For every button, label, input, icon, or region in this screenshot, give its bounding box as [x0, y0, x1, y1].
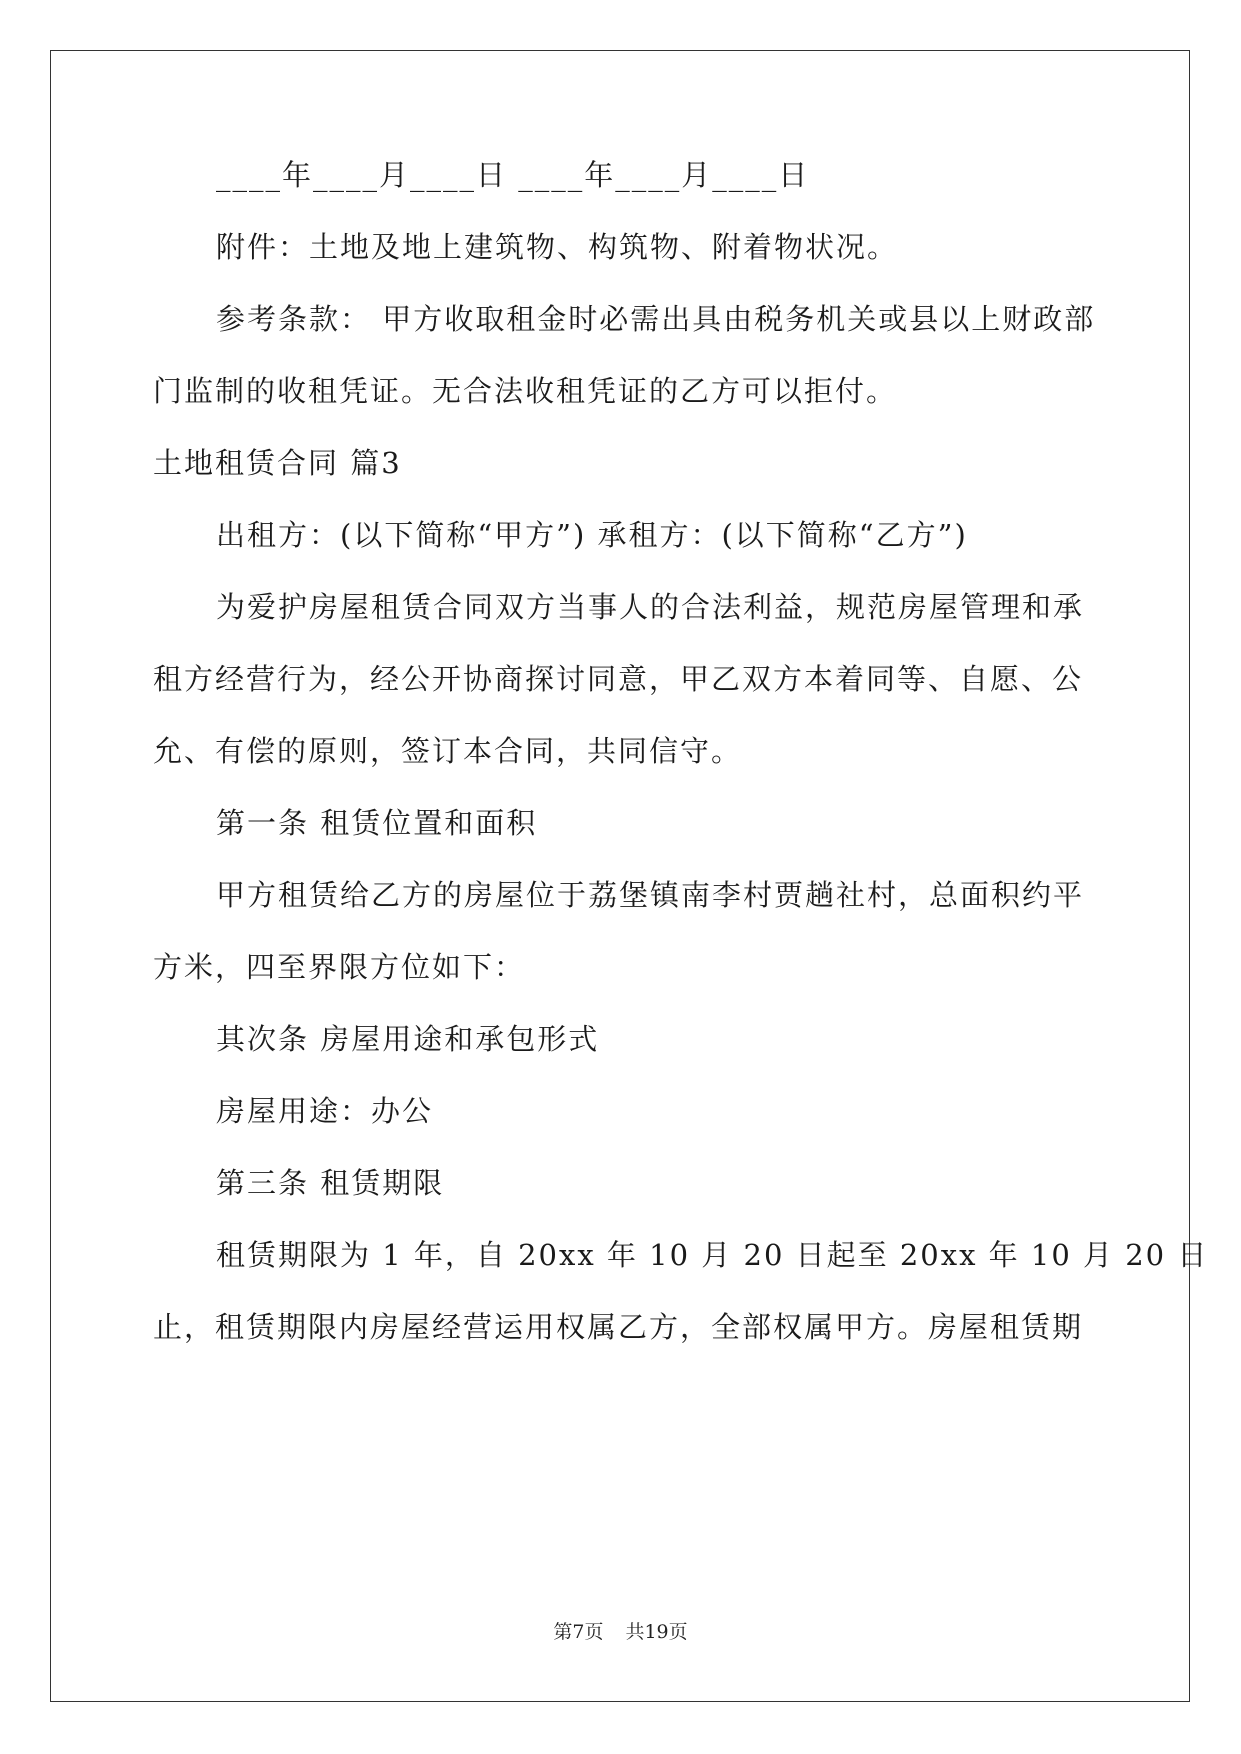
article-3-text-2: 止，租赁期限内房屋经营运用权属乙方，全部权属甲方。房屋租赁期	[153, 1310, 1084, 1344]
page-border	[50, 50, 1190, 1702]
preamble-line-2: 租方经营行为，经公开协商探讨同意，甲乙双方本着同等、自愿、公	[153, 662, 1084, 696]
reference-clause-line-2: 门监制的收租凭证。无合法收租凭证的乙方可以拒付。	[153, 374, 898, 408]
article-1-text-2: 方米，四至界限方位如下：	[153, 950, 526, 984]
page-total: 共19页	[625, 1621, 688, 1643]
page-number: 第7页	[553, 1621, 604, 1643]
reference-clause-line-1: 参考条款： 甲方收取租金时必需出具由税务机关或县以上财政部	[216, 302, 1096, 336]
article-1-heading: 第一条 租赁位置和面积	[216, 806, 538, 840]
article-2-heading: 其次条 房屋用途和承包形式	[216, 1022, 600, 1056]
page-footer	[0, 1617, 1241, 1644]
attachment-line: 附件：土地及地上建筑物、构筑物、附着物状况。	[216, 230, 899, 264]
parties-line: 出租方：(以下简称“甲方”) 承租方：(以下简称“乙方”)	[216, 518, 968, 552]
article-2-text: 房屋用途：办公	[216, 1094, 434, 1128]
preamble-line-3: 允、有偿的原则，签订本合同，共同信守。	[153, 734, 743, 768]
preamble-line-1: 为爱护房屋租赁合同双方当事人的合法利益，规范房屋管理和承	[216, 590, 1085, 624]
article-1-text-1: 甲方租赁给乙方的房屋位于荔堡镇南李村贾趟社村，总面积约平	[216, 878, 1085, 912]
article-3-text-1: 租赁期限为 1 年，自 20xx 年 10 月 20 日起至 20xx 年 10 月 20 日	[216, 1238, 1209, 1272]
article-3-heading: 第三条 租赁期限	[216, 1166, 445, 1200]
section-heading: 土地租赁合同 篇3	[153, 446, 402, 480]
date-line: ____年____月____日 ____年____月____日	[216, 158, 810, 192]
